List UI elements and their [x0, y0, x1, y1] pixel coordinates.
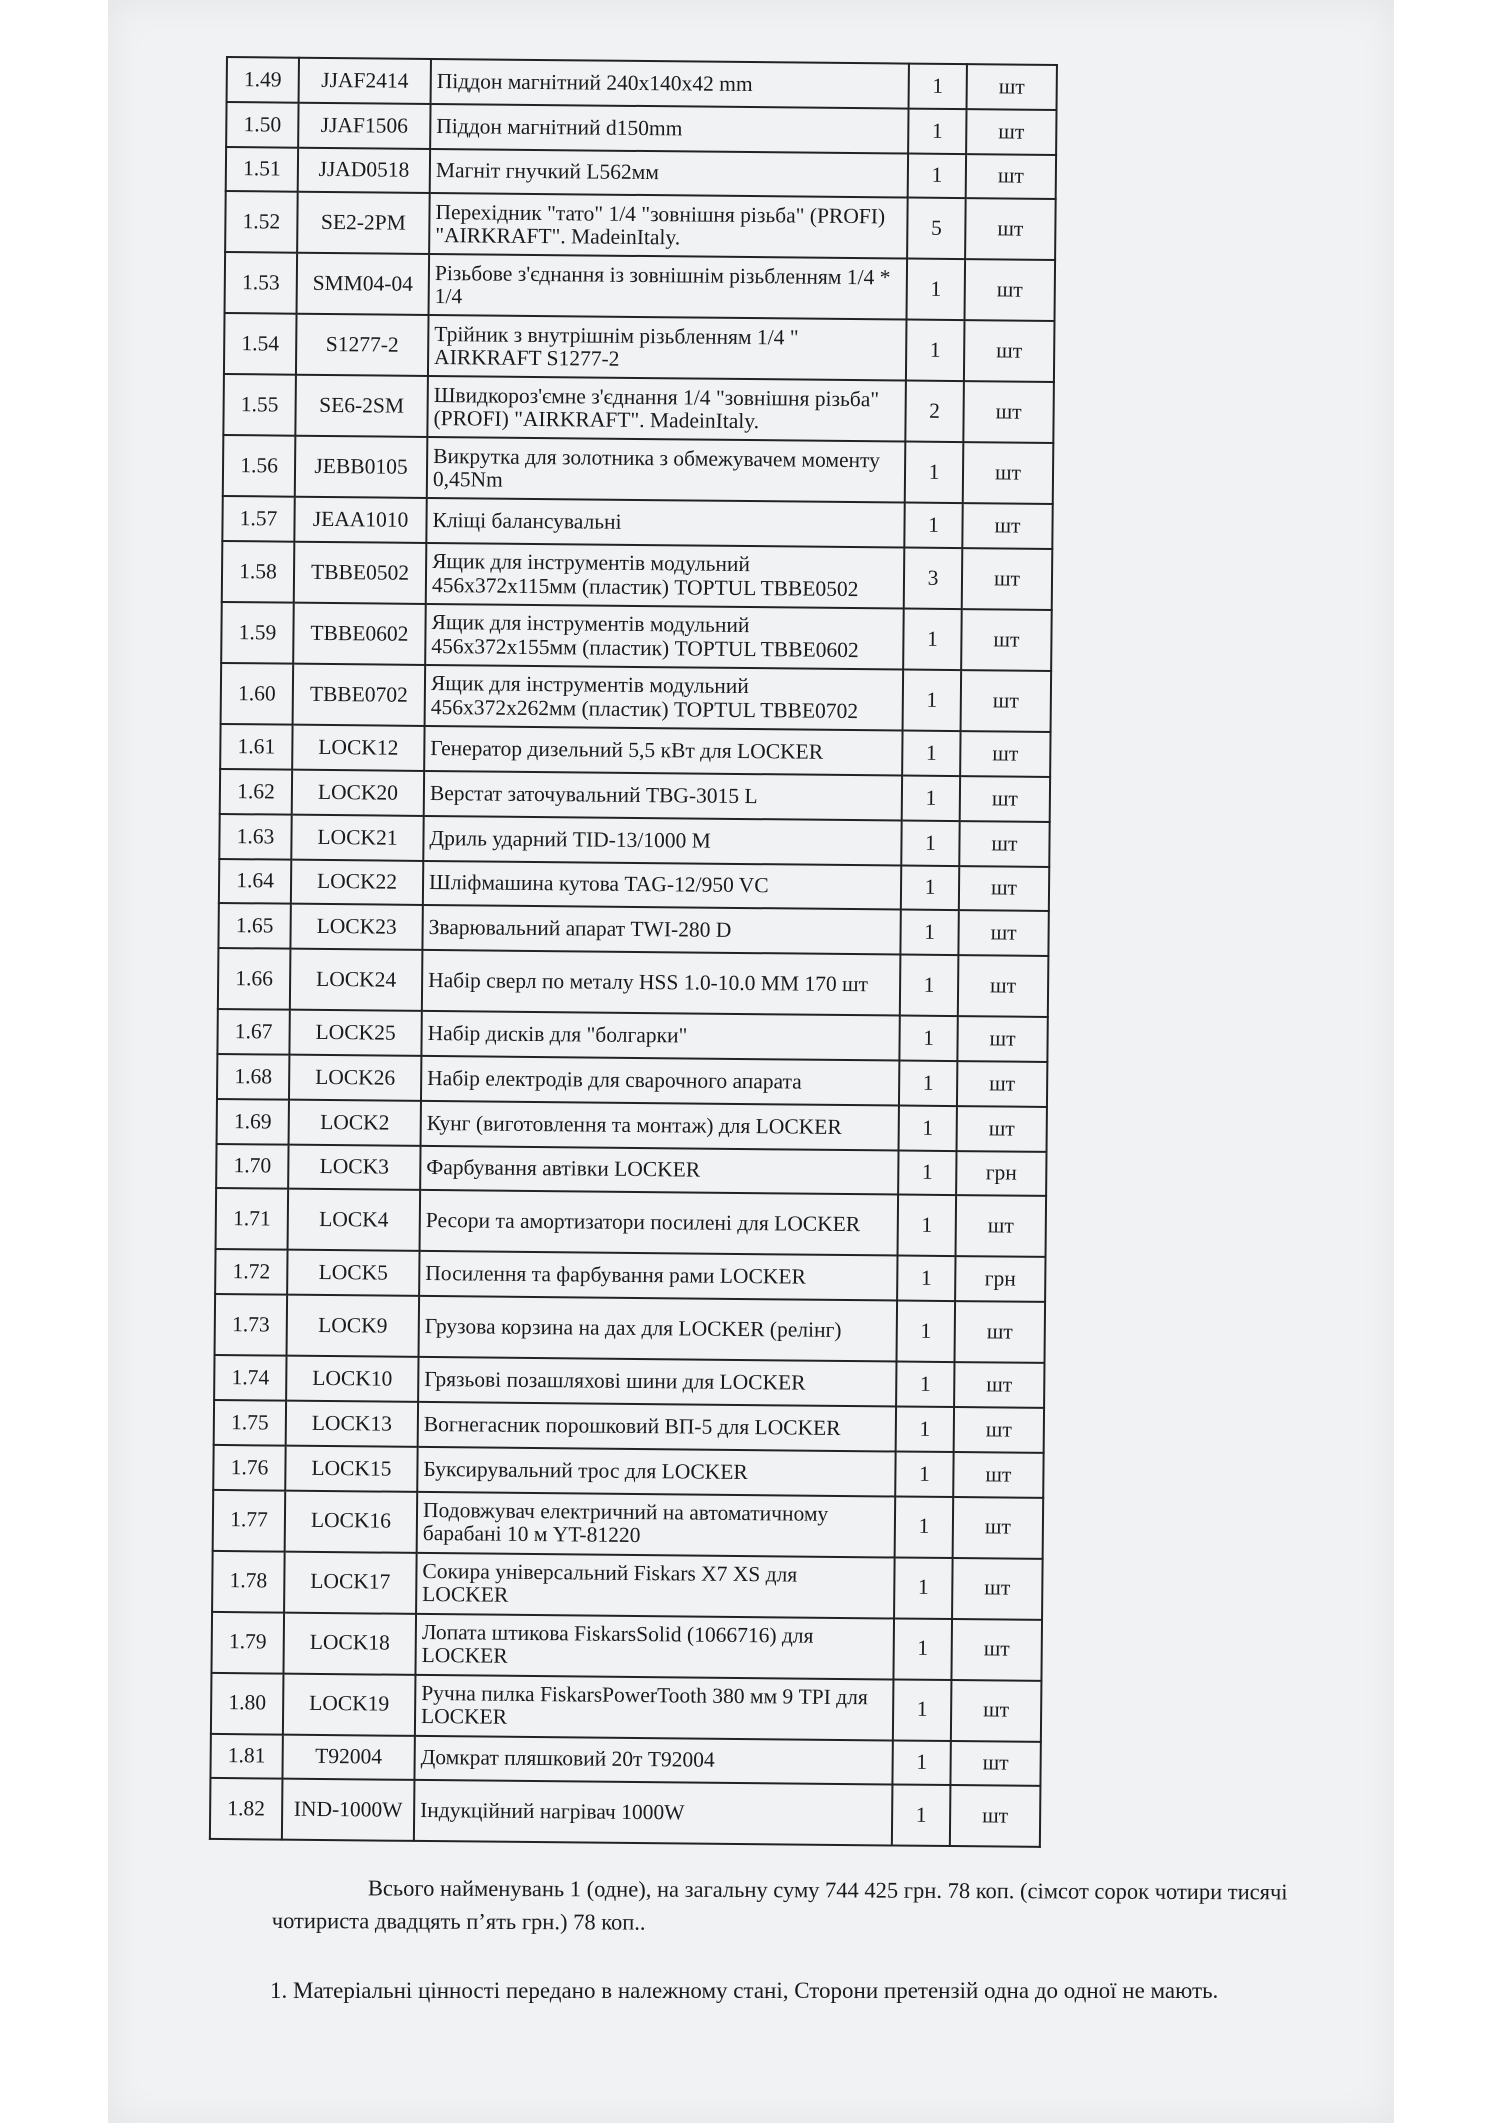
row-number: 1.58 — [222, 541, 295, 603]
item-unit: шт — [961, 609, 1052, 671]
table-row — [222, 496, 1052, 549]
row-number: 1.69 — [217, 1099, 289, 1144]
row-number: 1.49 — [227, 57, 299, 102]
table-row — [211, 1611, 1042, 1680]
items-table — [209, 56, 1058, 1848]
table-row — [215, 1294, 1046, 1363]
item-name: Ящик для інструментів модульний 456х372х115мм (пластик) TOPTUL TBBE0502 — [426, 543, 905, 609]
row-number: 1.65 — [218, 903, 290, 948]
row-number: 1.68 — [217, 1054, 289, 1099]
item-code: LOCK23 — [290, 904, 422, 950]
item-unit: шт — [959, 821, 1049, 867]
item-code: LOCK10 — [286, 1356, 418, 1402]
item-name: Вогнегасник порошковий ВП-5 для LOCKER — [418, 1402, 896, 1451]
item-quantity: 1 — [895, 1451, 953, 1496]
item-quantity: 1 — [896, 1301, 955, 1363]
item-quantity: 1 — [896, 1406, 954, 1451]
summary-line-2: чотириста двадцять п’ять грн.) 78 коп.. — [271, 1907, 646, 1935]
table-row — [221, 602, 1052, 671]
item-name: Набір сверл по металу HSS 1.0-10.0 MM 170 шт — [422, 950, 901, 1016]
item-quantity: 1 — [903, 609, 962, 671]
item-code: LOCK20 — [292, 770, 424, 816]
item-unit: грн — [955, 1256, 1045, 1302]
item-unit: шт — [962, 503, 1052, 549]
item-unit: грн — [956, 1151, 1046, 1197]
item-unit: шт — [960, 731, 1050, 777]
row-number: 1.77 — [213, 1489, 286, 1551]
row-number: 1.54 — [224, 313, 297, 375]
item-code: SE6-2SM — [295, 375, 428, 437]
item-code: LOCK22 — [291, 859, 423, 905]
item-unit: шт — [959, 866, 1049, 912]
item-quantity: 1 — [899, 1060, 957, 1105]
item-code: LOCK12 — [292, 725, 424, 771]
item-quantity: 2 — [905, 381, 964, 443]
item-quantity: 1 — [892, 1740, 950, 1785]
item-unit: шт — [963, 442, 1054, 504]
table-row — [218, 903, 1048, 956]
item-quantity: 1 — [903, 670, 962, 732]
table-row — [225, 191, 1056, 260]
item-quantity: 1 — [893, 1618, 952, 1680]
table-row — [223, 435, 1054, 504]
item-quantity: 1 — [904, 503, 962, 548]
row-number: 1.57 — [222, 496, 294, 541]
item-unit: шт — [954, 1407, 1044, 1453]
item-name: Грязьові позашляхові шини для LOCKER — [418, 1357, 896, 1406]
table-row — [214, 1355, 1044, 1408]
table-row — [212, 1550, 1043, 1619]
item-name: Кліщі балансувальні — [426, 498, 904, 547]
row-number: 1.60 — [221, 663, 294, 725]
item-unit: шт — [966, 109, 1056, 155]
item-code: S1277-2 — [296, 314, 429, 376]
item-name: Різьбове з'єднання із зовнішнім різьбленням 1/4 * 1/4 — [429, 254, 908, 320]
table-row — [226, 102, 1056, 155]
item-code: LOCK21 — [291, 814, 423, 860]
item-name: Піддон магнітний 240х140х42 mm — [431, 59, 909, 108]
item-unit: шт — [965, 198, 1056, 260]
row-number: 1.59 — [221, 602, 294, 664]
item-quantity: 1 — [902, 776, 960, 821]
item-unit: шт — [952, 1558, 1043, 1620]
item-code: IND-1000W — [282, 1779, 415, 1841]
item-name: Грузова корзина на дах для LOCKER (релінг) — [419, 1296, 898, 1362]
table-row — [213, 1489, 1044, 1558]
item-code: LOCK4 — [288, 1189, 421, 1251]
item-code: LOCK5 — [287, 1250, 419, 1296]
item-quantity: 1 — [898, 1150, 956, 1195]
item-unit: шт — [957, 1061, 1047, 1107]
table-row — [219, 814, 1049, 867]
table-row — [219, 859, 1049, 912]
table-row — [214, 1400, 1044, 1453]
condition-note: 1. Матеріальні цінності передано в належному стані, Сторони претензій одна до одної не мають. — [270, 1978, 1219, 2003]
table-row — [225, 252, 1056, 321]
item-unit: шт — [954, 1301, 1045, 1363]
row-number: 1.79 — [211, 1611, 284, 1673]
item-quantity: 1 — [908, 108, 966, 153]
item-name: Дриль ударний TID-13/1000 M — [423, 816, 901, 865]
table-row — [217, 1009, 1047, 1062]
item-quantity: 1 — [901, 865, 959, 910]
item-unit: шт — [951, 1680, 1042, 1742]
item-unit: шт — [962, 548, 1053, 610]
item-code: LOCK13 — [286, 1401, 418, 1447]
item-quantity: 1 — [897, 1256, 955, 1301]
row-number: 1.52 — [225, 191, 298, 253]
item-quantity: 1 — [906, 320, 965, 382]
item-quantity: 1 — [895, 1496, 954, 1558]
item-code: SE2-2PM — [297, 192, 430, 254]
row-number: 1.78 — [212, 1550, 285, 1612]
table-row — [224, 313, 1055, 382]
item-unit: шт — [950, 1785, 1041, 1847]
item-quantity: 1 — [893, 1679, 952, 1741]
table-row — [210, 1733, 1040, 1786]
item-name: Ресори та амортизатори посилені для LOCKER — [420, 1190, 899, 1256]
item-unit: шт — [957, 1016, 1047, 1062]
item-name: Зварювальний апарат TWI-280 D — [422, 905, 900, 954]
table-row — [221, 663, 1052, 732]
row-number: 1.64 — [219, 859, 291, 904]
table-row — [220, 724, 1050, 777]
item-quantity: 1 — [900, 955, 959, 1017]
item-unit: шт — [966, 154, 1056, 200]
item-unit: шт — [956, 1195, 1047, 1257]
item-quantity: 1 — [894, 1557, 953, 1619]
item-name: Магніт гнучкий L562мм — [430, 149, 908, 198]
item-code: LOCK26 — [289, 1055, 421, 1101]
item-unit: шт — [964, 320, 1055, 382]
row-number: 1.61 — [220, 724, 292, 769]
item-code: LOCK2 — [289, 1099, 421, 1145]
item-quantity: 1 — [899, 1016, 957, 1061]
row-number: 1.80 — [211, 1672, 284, 1734]
table-row — [220, 769, 1050, 822]
item-quantity: 1 — [902, 731, 960, 776]
item-unit: шт — [958, 910, 1048, 956]
table-row — [213, 1445, 1043, 1498]
item-quantity: 1 — [892, 1785, 951, 1847]
item-code: LOCK17 — [284, 1551, 417, 1613]
item-code: SMM04-04 — [297, 253, 430, 315]
row-number: 1.50 — [226, 102, 298, 147]
total-summary — [272, 1872, 1362, 1942]
item-unit: шт — [957, 1106, 1047, 1152]
item-code: T92004 — [282, 1734, 414, 1780]
table-row — [211, 1672, 1042, 1741]
item-name: Перехідник "тато" 1/4 "зовнішня різьба" (PROFI) "AIRKRAFT". MadeinItaly. — [429, 193, 908, 259]
row-number: 1.74 — [214, 1355, 286, 1400]
table-row — [216, 1188, 1047, 1257]
item-name: Індукційний нагрівач 1000W — [414, 1780, 893, 1846]
item-unit: шт — [964, 259, 1055, 321]
row-number: 1.76 — [213, 1445, 285, 1490]
item-quantity: 1 — [896, 1362, 954, 1407]
table-row — [226, 147, 1056, 200]
item-code: LOCK19 — [283, 1673, 416, 1735]
table-row — [215, 1249, 1045, 1302]
item-name: Набір дисків для "болгарки" — [421, 1011, 899, 1060]
item-code: TBBE0502 — [294, 542, 427, 604]
item-unit: шт — [967, 64, 1057, 110]
row-number: 1.63 — [219, 814, 291, 859]
item-quantity: 1 — [899, 1105, 957, 1150]
table-row — [222, 541, 1053, 610]
item-code: JJAF1506 — [298, 102, 430, 148]
item-unit: шт — [950, 1741, 1040, 1787]
item-name: Кунг (виготовлення та монтаж) для LOCKER — [421, 1101, 899, 1150]
table-row — [217, 1099, 1047, 1152]
item-unit: шт — [953, 1497, 1044, 1559]
item-name: Ящик для інструментів модульний 456х372х262мм (пластик) TOPTUL TBBE0702 — [425, 665, 904, 731]
summary-line-1: Всього найменувань 1 (одне), на загальну суму 744 425 грн. 78 коп. (сімсот сорок чотири тисячі — [367, 1875, 1288, 1905]
item-code: LOCK9 — [287, 1295, 420, 1357]
item-quantity: 5 — [907, 198, 966, 260]
table-row — [216, 1144, 1046, 1197]
item-code: LOCK3 — [288, 1144, 420, 1190]
item-quantity: 1 — [900, 910, 958, 955]
item-code: JJAD0518 — [298, 147, 430, 193]
item-quantity: 1 — [908, 153, 966, 198]
row-number: 1.75 — [214, 1400, 286, 1445]
item-name: Домкрат пляшковий 20т T92004 — [414, 1735, 892, 1784]
item-code: LOCK25 — [289, 1010, 421, 1056]
item-code: JJAF2414 — [299, 58, 431, 104]
item-name: Лопата штикова FiskarsSolid (1066716) для LOCKER — [415, 1613, 894, 1679]
item-quantity: 1 — [905, 442, 964, 504]
item-name: Викрутка для золотника з обмежувачем моменту 0,45Nm — [427, 437, 906, 503]
item-code: LOCK15 — [285, 1445, 417, 1491]
row-number: 1.82 — [210, 1778, 283, 1840]
item-unit: шт — [951, 1619, 1042, 1681]
row-number: 1.66 — [218, 948, 291, 1010]
item-code: LOCK16 — [285, 1490, 418, 1552]
item-name: Буксирувальний трос для LOCKER — [417, 1447, 895, 1496]
item-unit: шт — [953, 1452, 1043, 1498]
item-quantity: 1 — [901, 820, 959, 865]
items-table-body — [210, 57, 1057, 1847]
item-quantity: 1 — [906, 259, 965, 321]
item-name: Піддон магнітний d150mm — [430, 104, 908, 153]
row-number: 1.73 — [215, 1294, 288, 1356]
table-row — [227, 57, 1057, 110]
row-number: 1.67 — [217, 1009, 289, 1054]
item-code: JEBB0105 — [295, 436, 428, 498]
table-row — [217, 1054, 1047, 1107]
item-unit: шт — [963, 381, 1054, 443]
row-number: 1.53 — [225, 252, 298, 314]
item-unit: шт — [960, 776, 1050, 822]
table-row — [210, 1778, 1041, 1847]
item-name: Генератор дизельний 5,5 кВт для LOCKER — [424, 726, 902, 775]
item-unit: шт — [954, 1362, 1044, 1408]
item-name: Ручна пилка FiskarsPowerTooth 380 мм 9 TPI для LOCKER — [415, 1674, 894, 1740]
row-number: 1.71 — [216, 1188, 289, 1250]
row-number: 1.72 — [215, 1249, 287, 1294]
item-code: TBBE0702 — [293, 664, 426, 726]
item-name: Фарбування автівки LOCKER — [420, 1145, 898, 1194]
row-number: 1.81 — [210, 1733, 282, 1778]
item-quantity: 1 — [898, 1195, 957, 1257]
row-number: 1.70 — [216, 1144, 288, 1189]
item-name: Шліфмашина кутова TAG-12/950 VC — [423, 861, 901, 910]
item-name: Верстат заточувальний TBG-3015 L — [424, 771, 902, 820]
item-name: Швидкороз'ємне з'єднання 1/4 "зовнішня різьба" (PROFI) "AIRKRAFT". MadeinItaly. — [427, 376, 906, 442]
item-unit: шт — [961, 670, 1052, 732]
item-name: Сокира універсальний Fiskars X7 XS для LOCKER — [416, 1552, 895, 1618]
item-quantity: 3 — [904, 548, 963, 610]
row-number: 1.62 — [220, 769, 292, 814]
item-code: JEAA1010 — [294, 497, 426, 543]
item-unit: шт — [958, 955, 1049, 1017]
item-name: Трійник з внутрішнім різьбленням 1/4 " AIRKRAFT S1277-2 — [428, 315, 907, 381]
row-number: 1.55 — [223, 374, 296, 436]
item-quantity: 1 — [909, 64, 967, 109]
row-number: 1.51 — [226, 147, 298, 192]
item-name: Посилення та фарбування рами LOCKER — [419, 1251, 897, 1300]
item-name: Подовжувач електричний на автоматичному барабані 10 м YT-81220 — [417, 1491, 896, 1557]
item-code: LOCK24 — [290, 949, 423, 1011]
item-name: Набір електродів для сварочного апарата — [421, 1056, 899, 1105]
table-row — [223, 374, 1054, 443]
item-name: Ящик для інструментів модульний 456х372х155мм (пластик) TOPTUL TBBE0602 — [425, 604, 904, 670]
item-code: TBBE0602 — [293, 603, 426, 665]
item-code: LOCK18 — [283, 1612, 416, 1674]
row-number: 1.56 — [223, 435, 296, 497]
table-row — [218, 948, 1049, 1017]
